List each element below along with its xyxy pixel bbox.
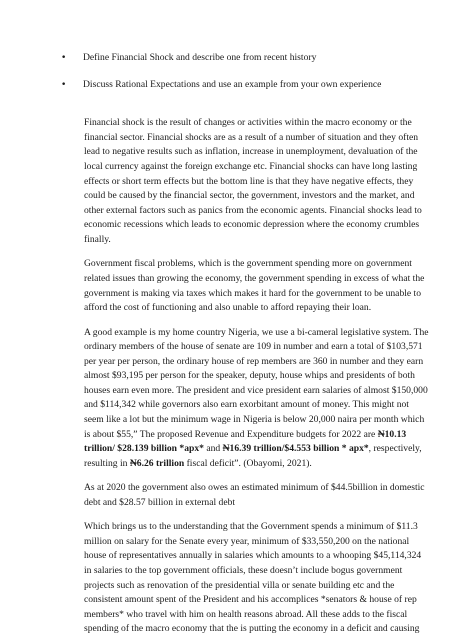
text-run: is about $55,” The proposed Revenue and Expenditure budgets for 2022 are	[84, 428, 378, 440]
text-line: related issues than growing the economy, the government spending in excess of what the	[84, 272, 425, 284]
question-item	[61, 51, 399, 66]
text-line: spending of the macro economy that the is putting the economy in a deficit and causing	[84, 623, 420, 635]
text-line: finally.	[84, 233, 111, 245]
text-line: ordinary members of the house of senate are 109 in number and earn a total of $103,571	[84, 341, 423, 353]
paragraph-spending	[84, 520, 422, 637]
text-line: Government fiscal problems, which is the government spending more on government	[84, 258, 412, 270]
text-line: projects such as renovation of the presidential villa or senate building etc and the	[84, 579, 395, 591]
budget-revenue-figure: ₦10.13	[377, 428, 407, 440]
text-line: A good example is my home country Nigeria, we use a bi-cameral legislative system. The	[84, 326, 429, 338]
text-line: effects or short term effects but the bottom line is that they have negative effects, they	[84, 175, 414, 187]
text-line: almost $93,195 per person for the speaker, deputy, house whips and presidents of both	[84, 370, 415, 382]
text-line: million on salary for the Senate every year, minimum of $33,550,200 on the national	[84, 535, 410, 547]
bullet-icon: •	[61, 53, 67, 63]
text-line: afford the cost of functioning and also unable to afford repaying their loan.	[84, 302, 372, 314]
paragraph-fiscal-problems	[84, 257, 425, 315]
text-line	[84, 442, 422, 457]
text-line: consistent amount spent of the President and his accomplices *senators & house of rep	[84, 594, 417, 606]
text-line: lead to negative results such as inflation, increase in unemployment, devaluation of the	[84, 146, 418, 158]
text-line: As at 2020 the government also owes an estimated minimum of $44.5billion in domestic	[84, 482, 425, 494]
budget-revenue-figure-cont: trillion/ $28.139 billion *apx*	[84, 443, 204, 455]
bullet-icon: •	[61, 79, 67, 90]
question-list	[61, 51, 399, 92]
text-line: other external factors such as panics from the economic agents. Financial shocks lead to	[84, 204, 422, 216]
paragraph-financial-shock	[84, 116, 422, 247]
question-text: Define Financial Shock and describe one from recent history	[83, 52, 317, 63]
paragraph-debt	[84, 481, 425, 510]
essay-body	[84, 116, 429, 637]
text-line: seem like a lot but the minimum wage in Nigeria is below 20,000 naira per month which	[84, 414, 425, 426]
text-line: and $114,342 while governors also earn exorbitant amount of money. This might not	[84, 399, 409, 411]
text-run: resulting in	[84, 457, 130, 469]
text-line: Financial shock is the result of changes or activities within the macro economy or the	[84, 117, 412, 129]
text-line: Which brings us to the understanding that the Government spends a minimum of $11.3	[84, 521, 418, 533]
text-line: debt and $28.57 billion in external debt	[84, 496, 236, 508]
text-line: local currency against the foreign exchange etc. Financial shocks can have long lasting	[84, 160, 418, 172]
text-line: in salaries to the top government officials, these doesn’t include bogus government	[84, 565, 403, 576]
text-line: house of representatives annually in salaries which amounts to a whooping $45,114,324	[84, 550, 422, 562]
fiscal-deficit-figure: ₦6.26 trillion	[129, 457, 185, 469]
text-run: and	[203, 443, 223, 455]
text-run: , respectively,	[368, 443, 422, 455]
question-text: Discuss Rational Expectations and use an example from your own experience	[83, 78, 382, 90]
text-line: government is making via taxes which makes it hard for the government to be unable to	[84, 287, 422, 299]
text-line	[84, 428, 422, 443]
question-item	[61, 78, 399, 93]
budget-expenditure-figure: ₦16.39 trillion/$4.553 billion * apx*	[222, 443, 369, 455]
text-line: members* who travel with him on health reasons abroad. All these adds to the fiscal	[84, 608, 408, 620]
text-line: per year per person, the ordinary house of rep members are 360 in number and they earn	[84, 355, 424, 367]
text-line: houses earn even more. The president and vice president earn salaries of almost $150,000	[84, 384, 428, 396]
text-line	[84, 457, 422, 472]
text-line: could be caused by the financial sector, the government, investors and the market, and	[84, 190, 415, 202]
text-run: fiscal deficit”. (Obayomi, 2021).	[184, 457, 312, 469]
paragraph-nigeria-example	[84, 326, 429, 472]
text-line: economic recessions which leads to economic depression where the economy crumbles	[84, 219, 420, 231]
text-line: financial sector. Financial shocks are as a result of a number of situation and they often	[84, 131, 419, 143]
